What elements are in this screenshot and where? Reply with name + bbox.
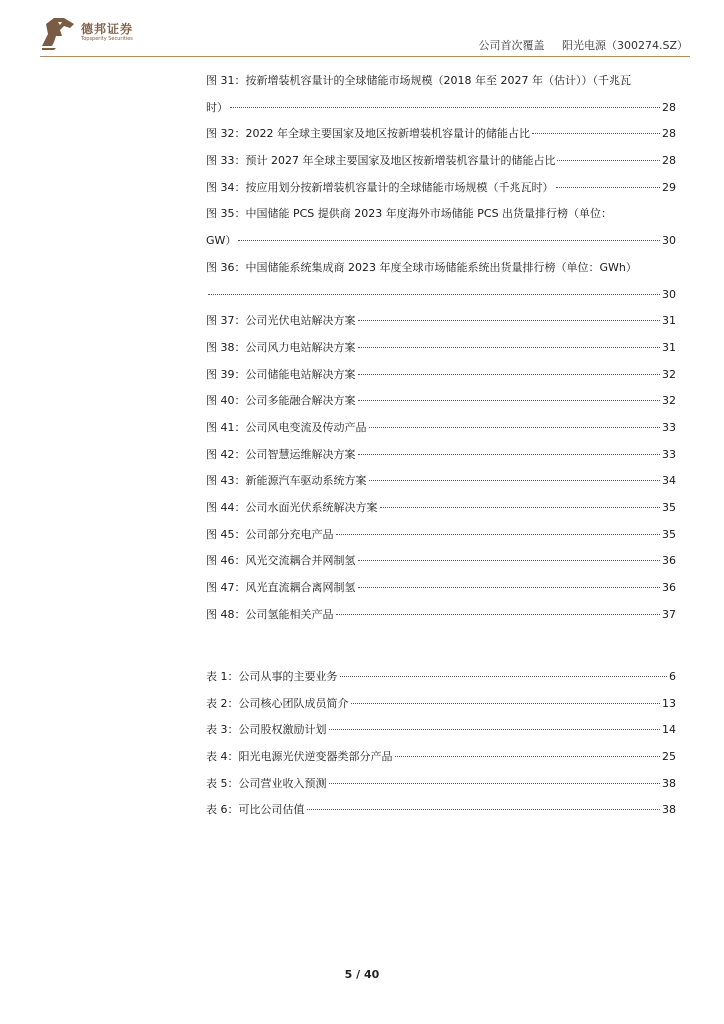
toc-page-number: 6 (669, 670, 676, 683)
toc-entry-label: 图 36：中国储能系统集成商 2023 年度全球市场储能系统出货量排行榜（单位：GWh） (206, 260, 637, 274)
toc-page-number: 36 (662, 581, 676, 595)
toc-entry-label: 图 46：风光交流耦合并网制氢 (206, 554, 356, 568)
toc-entry-label: 图 48：公司氢能相关产品 (206, 607, 334, 621)
horse-head-logo-icon (40, 16, 76, 50)
page-header (40, 14, 688, 54)
toc-entry-first-line (206, 68, 676, 95)
page-indicator: 5 / 40 (344, 968, 380, 981)
toc-page-number: 32 (662, 367, 676, 381)
dot-leader (230, 107, 660, 108)
dot-leader (395, 756, 661, 757)
toc-entry[interactable] (206, 602, 676, 629)
toc-entry-label: 图 44：公司水面光伏系统解决方案 (206, 501, 378, 514)
toc-page-number: 13 (662, 696, 676, 710)
dot-leader (358, 560, 661, 561)
toc-entry[interactable] (206, 495, 676, 522)
dot-leader (351, 703, 661, 704)
toc-entry-label: 表 6：可比公司估值 (206, 803, 305, 817)
toc-page-number: 35 (662, 527, 676, 541)
brand-logo (40, 14, 180, 52)
toc-entry[interactable] (206, 797, 676, 824)
toc-entry[interactable] (206, 442, 676, 469)
toc-entry-label: 图 42：公司智慧运维解决方案 (206, 447, 356, 461)
dot-leader (329, 729, 661, 730)
toc-page-number: 33 (662, 420, 676, 434)
toc-entry-label: 图 38：公司风力电站解决方案 (206, 340, 356, 354)
toc-entry[interactable] (206, 282, 676, 309)
toc-page-number: 38 (662, 803, 676, 817)
dot-leader (238, 240, 660, 241)
dot-leader (369, 480, 661, 481)
toc-entry-label: 表 5：公司营业收入预测 (206, 776, 327, 790)
toc-entry-first-line (206, 201, 676, 228)
toc-entry[interactable] (206, 664, 676, 691)
toc-entry[interactable] (206, 468, 676, 495)
toc-page-number: 31 (662, 340, 676, 354)
dot-leader (556, 187, 661, 188)
dot-leader (336, 614, 661, 615)
toc-entry[interactable] (206, 415, 676, 442)
dot-leader (358, 454, 661, 455)
toc-entry-label: 图 31：按新增装机容量计的全球储能市场规模（2018 年至 2027 年（估计））（千兆瓦 (206, 74, 631, 87)
toc-entry-label: 图 40：公司多能融合解决方案 (206, 394, 356, 408)
toc-entry-label: 图 33：预计 2027 年全球主要国家及地区按新增装机容量计的储能占比 (206, 154, 556, 168)
toc-page-number: 37 (662, 607, 676, 621)
toc-page-number: 38 (662, 776, 676, 790)
toc-entry-label: 图 35：中国储能 PCS 提供商 2023 年度海外市场储能 PCS 出货量排行榜（单位： (206, 207, 613, 221)
dot-leader (340, 676, 668, 677)
toc-entry[interactable] (206, 717, 676, 744)
toc-entry-label: 图 43：新能源汽车驱动系统方案 (206, 474, 367, 488)
dot-leader (358, 320, 661, 321)
toc-page-number: 31 (662, 314, 676, 328)
toc-entry-label: 图 41：公司风电变流及传动产品 (206, 420, 367, 434)
toc-entry-label: 图 37：公司光伏电站解决方案 (206, 314, 356, 328)
toc-page-number: 25 (662, 750, 676, 764)
toc-entry-label: 图 45：公司部分充电产品 (206, 527, 334, 541)
dot-leader (336, 534, 661, 535)
toc-page-number: 35 (662, 501, 676, 514)
toc-entry-label: GW） (206, 234, 237, 248)
toc-page-number: 30 (662, 234, 676, 248)
toc-entry[interactable] (206, 362, 676, 389)
toc-entry[interactable] (206, 522, 676, 549)
toc-page-number: 14 (662, 723, 676, 737)
company-name: 阳光电源（300274.SZ） (561, 39, 688, 52)
toc-entry[interactable] (206, 121, 676, 148)
toc-entry-label: 图 32：2022 年全球主要国家及地区按新增装机容量计的储能占比 (206, 127, 530, 141)
toc-entry[interactable] (206, 388, 676, 415)
toc-entry[interactable] (206, 691, 676, 718)
toc-entry[interactable] (206, 148, 676, 175)
toc-entry[interactable] (206, 335, 676, 362)
toc-entry-label: 图 47：风光直流耦合离网制氢 (206, 581, 356, 595)
dot-leader (358, 587, 661, 588)
toc-page-number: 28 (662, 127, 676, 141)
page-footer (0, 968, 724, 981)
dot-leader (329, 783, 661, 784)
toc-entry[interactable] (206, 575, 676, 602)
dot-leader (369, 427, 661, 428)
doc-label: 公司首次覆盖 (478, 39, 545, 52)
toc-entry-label: 图 34：按应用划分按新增装机容量计的全球储能市场规模（千兆瓦时） (206, 180, 554, 194)
dot-leader (557, 160, 660, 161)
toc-entry-label: 表 1：公司从事的主要业务 (206, 670, 338, 683)
toc-page-number: 28 (662, 100, 676, 114)
dot-leader (307, 809, 661, 810)
toc-entry[interactable] (206, 744, 676, 771)
logo-english-name: Topsperity Securities (81, 36, 133, 42)
dot-leader (208, 294, 660, 295)
toc-entry[interactable] (206, 548, 676, 575)
toc-entry[interactable] (206, 228, 676, 255)
toc-entry[interactable] (206, 95, 676, 122)
toc-page-number: 32 (662, 394, 676, 408)
toc-entry-label: 表 4：阳光电源光伏逆变器类部分产品 (206, 750, 393, 764)
toc-entry-first-line (206, 255, 676, 282)
toc-page-number: 30 (662, 287, 676, 301)
dot-leader (380, 507, 661, 508)
header-divider (40, 56, 690, 57)
dot-leader (358, 347, 661, 348)
toc-entry[interactable] (206, 771, 676, 798)
toc-page-number: 29 (662, 180, 676, 194)
toc-entry-label: 表 3：公司股权激励计划 (206, 723, 327, 737)
toc-entry-label: 表 2：公司核心团队成员简介 (206, 696, 349, 710)
toc-entry[interactable] (206, 175, 676, 202)
toc-entry-label: 时） (206, 100, 228, 114)
logo-chinese-name: 德邦证券 (81, 22, 134, 36)
figure-list (206, 68, 676, 628)
toc-page-number: 36 (662, 554, 676, 568)
toc-entry-label: 图 39：公司储能电站解决方案 (206, 367, 356, 381)
toc-page-number: 28 (662, 154, 676, 168)
toc-page-number: 34 (662, 474, 676, 488)
dot-leader (532, 133, 660, 134)
toc-page-number: 33 (662, 447, 676, 461)
dot-leader (358, 374, 661, 375)
table-list (206, 664, 676, 824)
toc-entry[interactable] (206, 308, 676, 335)
dot-leader (358, 400, 661, 401)
header-title (478, 37, 688, 53)
